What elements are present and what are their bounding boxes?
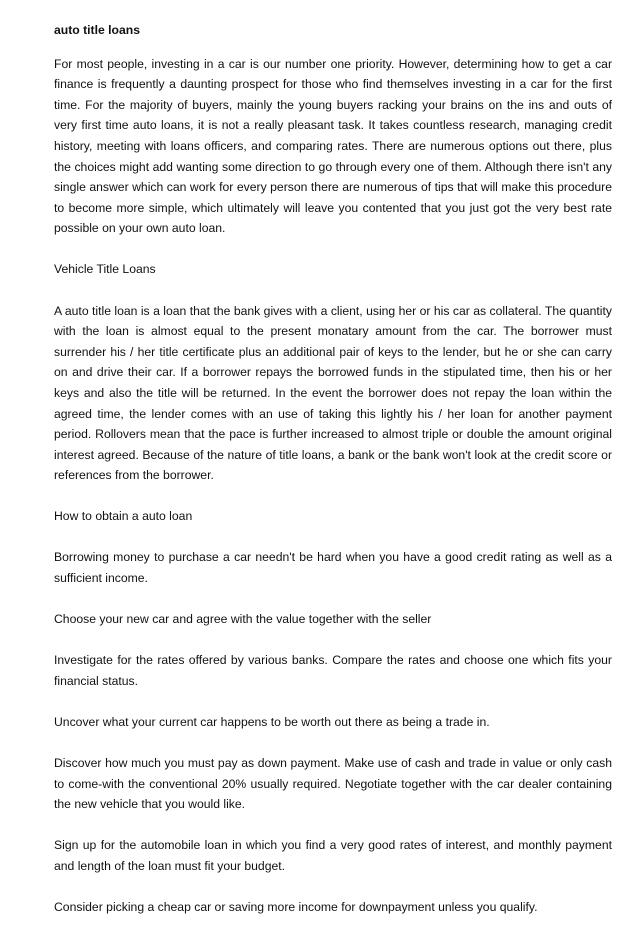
step-paragraph: Consider picking a cheap car or saving more income for downpayment unless you qualify. xyxy=(54,900,538,914)
step-paragraph: Borrowing money to purchase a car needn't be hard when you have a good credit rating as well as a sufficient income. xyxy=(54,550,612,586)
section-heading-vehicle-title-loans: Vehicle Title Loans xyxy=(54,262,156,277)
step-paragraph: Choose your new car and agree with the value together with the seller xyxy=(54,612,432,627)
step-paragraph: Uncover what your current car happens to be worth out there as being a trade in. xyxy=(54,714,490,729)
document-title: auto title loans xyxy=(54,23,140,37)
intro-paragraph: For most people, investing in a car is our number one priority. However, determining how to get a car finance is frequently a daunting prospect for those who find themselves investing in a car for the first time. For the majority of buyers, mainly the young buyers racking your brains on the ins and outs of very first time auto loans, it is not a really pleasant task. It takes countless research, managing credit history, meeting with loans officers, and comparing rates. There are numerous options out there, plus the choices might add wanting some direction to go through every one of them. Although there isn't any single answer which can work for every person there are numerous of tips that will make this procedure to become more simple, which ultimately will leave you contented that you just got the very best rate possible on your own auto loan. xyxy=(54,56,612,236)
step-paragraph: Investigate for the rates offered by various banks. Compare the rates and choose one which fits your financial status. xyxy=(54,653,612,688)
vehicle-title-loans-paragraph: A auto title loan is a loan that the bank gives with a client, using her or his car as collateral. The quantity with the loan is almost equal to the present monatary amount from the car. The borrower must surrender his / her title certificate plus an additional pair of keys to the lender, but he or she can carry on and drive their car. If a borrower repays the borrowed funds in the stipulated time, then his or her keys and also the title will be returned. In the event the borrower does not repay the loan within the agreed time, the lender comes with an use of taking this lightly his / her loan for another payment period. Rollovers mean that the pace is further increased to almost triple or double the amount original interest agreed. Because of the nature of title loans, a bank or the bank won't look at the credit score or references from the borrower. xyxy=(54,303,612,483)
step-paragraph: Discover how much you must pay as down payment. Make use of cash and trade in value or only cash to come-with the conventional 20% usually required. Negotiate together with the car dealer containing the new vehicle that you would like. xyxy=(54,756,612,812)
section-heading-how-to-obtain: How to obtain a auto loan xyxy=(54,509,193,524)
step-paragraph: Sign up for the automobile loan in which you find a very good rates of interest, and monthly payment and length of the loan must fit your budget. xyxy=(54,838,612,873)
document-page xyxy=(54,20,612,938)
